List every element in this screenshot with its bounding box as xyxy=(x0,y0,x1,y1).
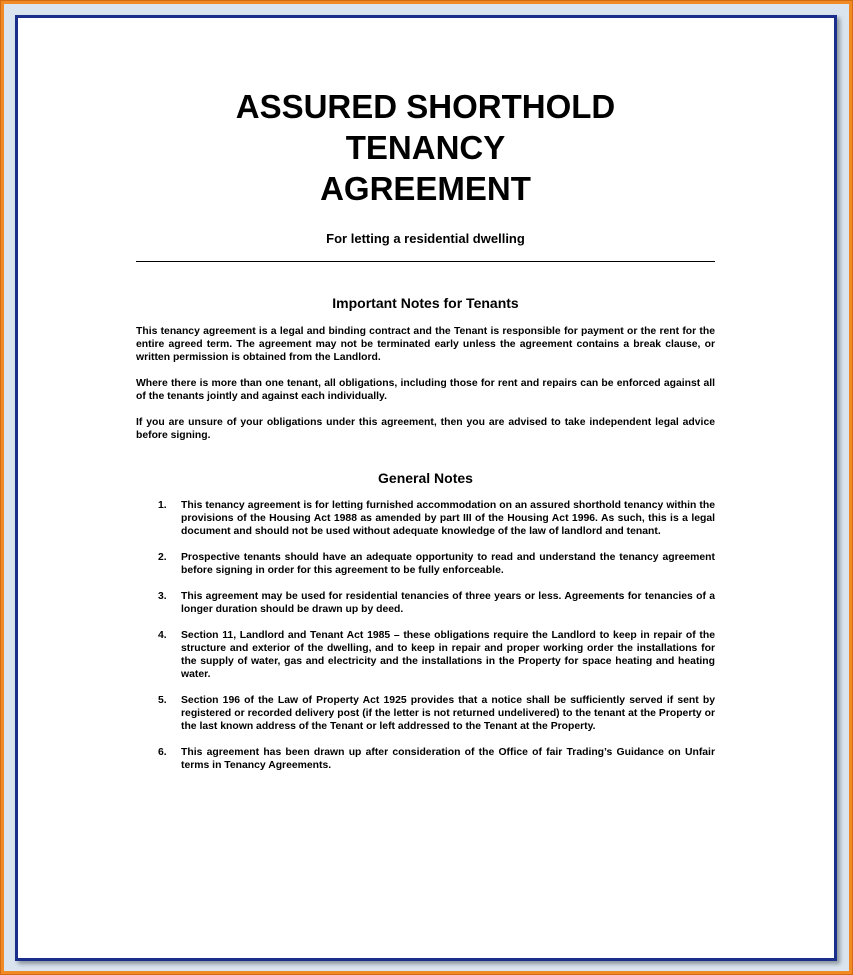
important-note-paragraph-2: Where there is more than one tenant, all obligations, including those for rent and repairs can be enforced against all of the tenants jointly and against each individually. xyxy=(136,378,715,402)
list-item-text: Prospective tenants should have an adequate opportunity to read and understand the tenancy agreement before signing in order for this agreement to be fully enforceable. xyxy=(181,552,715,576)
list-number: 3. xyxy=(158,591,167,602)
list-number: 2. xyxy=(158,552,167,563)
general-note-item-5 xyxy=(136,694,715,733)
general-note-item-1 xyxy=(136,499,715,538)
document-title xyxy=(136,86,715,209)
list-item-text: This agreement has been drawn up after consideration of the Office of fair Trading’s Guidance on Unfair terms in Tenancy Agreements. xyxy=(181,747,715,771)
title-line-2: TENANCY xyxy=(345,129,506,166)
list-item-text: Section 11, Landlord and Tenant Act 1985 – these obligations require the Landlord to keep in repair of the structure and exterior of the dwelling, and to keep in repair and proper working order the installations for the supply of water, gas and electricity and the installations in the Property for space heating and heating water. xyxy=(181,630,715,680)
document-content xyxy=(136,86,715,785)
general-note-item-3 xyxy=(136,590,715,616)
title-line-1: ASSURED SHORTHOLD xyxy=(235,88,616,125)
general-notes-list xyxy=(136,499,715,772)
important-note-paragraph-3: If you are unsure of your obligations under this agreement, then you are advised to take independent legal advice before signing. xyxy=(136,417,715,441)
important-note-paragraph-1: This tenancy agreement is a legal and binding contract and the Tenant is responsible for payment or the rent for the entire agreed term. The agreement may not be terminated early unless the agreement contains a break clause, or written permission is obtained from the Landlord. xyxy=(136,326,715,363)
list-number: 6. xyxy=(158,747,167,758)
document-subtitle: For letting a residential dwelling xyxy=(326,231,525,246)
general-note-item-4 xyxy=(136,629,715,681)
list-number: 1. xyxy=(158,500,167,511)
list-item-text: This tenancy agreement is for letting furnished accommodation on an assured shorthold tenancy within the provisions of the Housing Act 1988 as amended by part III of the Housing Act 1996. As such, this is a legal document and should not be used without adequate knowledge of the law of landlord and tenant. xyxy=(181,500,715,537)
important-notes-heading: Important Notes for Tenants xyxy=(332,295,519,311)
title-line-3: AGREEMENT xyxy=(320,170,531,207)
list-item-text: This agreement may be used for residential tenancies of three years or less. Agreements for tenancies of a longer duration should be drawn up by deed. xyxy=(181,591,715,615)
horizontal-divider xyxy=(136,261,715,262)
document-page xyxy=(15,15,837,961)
list-number: 5. xyxy=(158,695,167,706)
general-note-item-2 xyxy=(136,551,715,577)
list-number: 4. xyxy=(158,630,167,641)
list-item-text: Section 196 of the Law of Property Act 1925 provides that a notice shall be sufficiently served if sent by registered or recorded delivery post (if the letter is not returned undelivered) to the tenant at the Property or the last known address of the Tenant or left addressed to the Tenant at the Property. xyxy=(181,695,715,732)
general-notes-heading: General Notes xyxy=(378,470,473,486)
general-note-item-6 xyxy=(136,746,715,772)
